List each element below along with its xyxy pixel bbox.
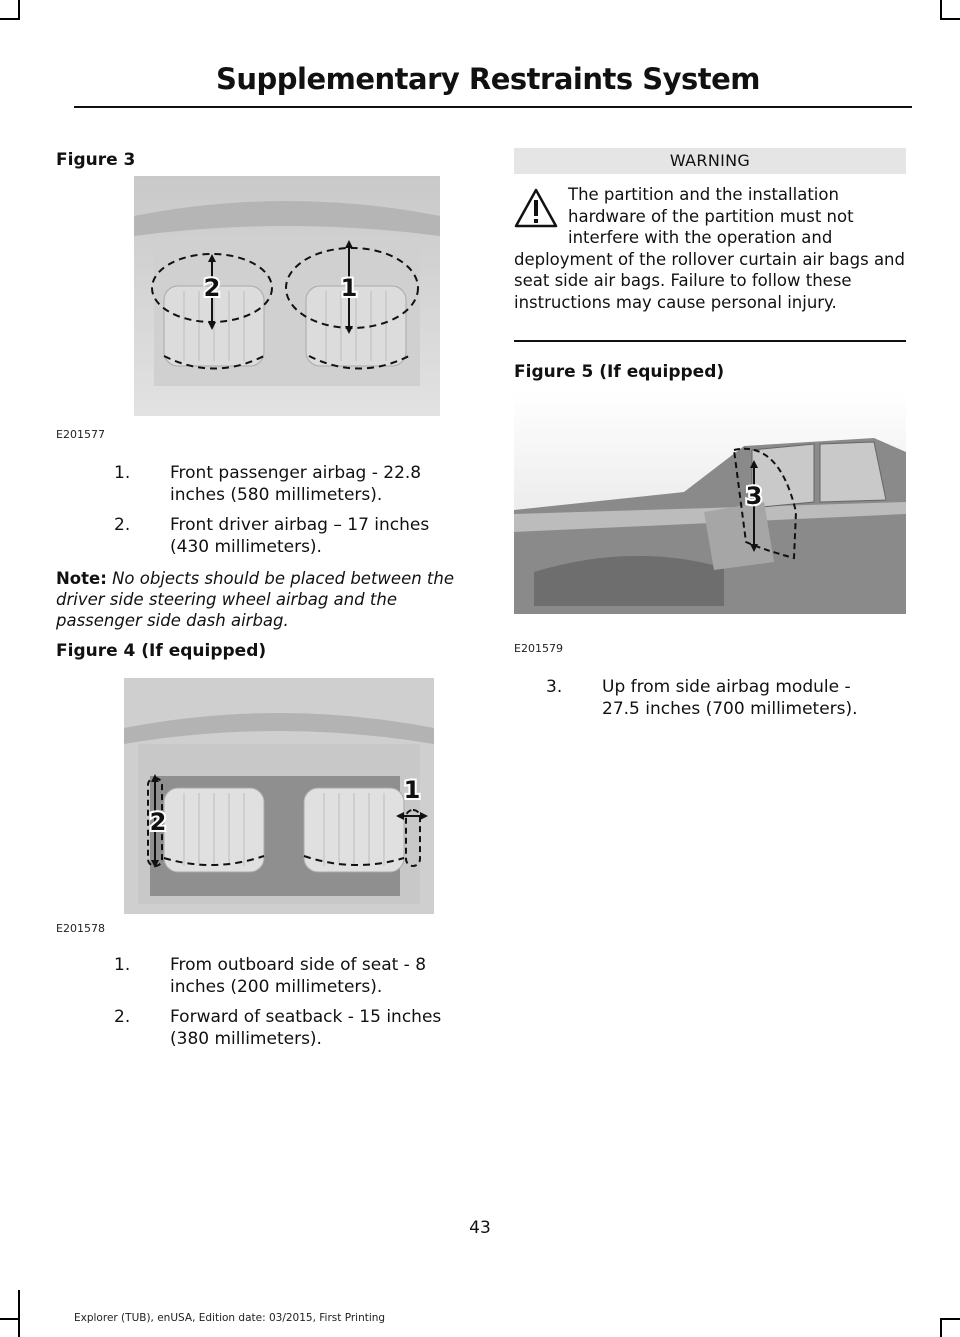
list-item-text-line1: Front driver airbag – 17 inches [170,515,430,535]
figure-3-callout-2: 2 [203,274,221,302]
figure-3-title: Figure 3 [56,150,136,170]
list-item-number: 1. [114,463,131,483]
list-item-text-line2: (380 millimeters). [170,1029,322,1049]
list-item-number: 2. [114,1007,131,1027]
list-item [114,1006,474,1050]
warning-line2: hardware of the partition must not [568,206,854,226]
figure-4-title: Figure 4 (If equipped) [56,641,267,661]
warning-heading: WARNING [514,148,906,174]
crop-mark [18,1290,20,1337]
list-item-text-line2: inches (580 millimeters). [170,485,383,505]
figure-4-code: E201578 [56,922,105,935]
list-item-text-line1: From outboard side of seat - 8 [170,955,427,975]
list-item [114,514,474,558]
figure-4-illustration [124,678,434,914]
crop-mark [0,1318,20,1320]
header-rule [74,106,912,108]
footer-text: Explorer (TUB), enUSA, Edition date: 03/2015, First Printing [74,1312,386,1324]
warning-rule [514,340,906,342]
figure-5-illustration [514,392,906,614]
figure-4-callout-1: 1 [403,776,421,804]
crop-mark [940,1320,942,1337]
list-item-text-line1: Front passenger airbag - 22.8 [170,463,422,483]
note-label: Note: [56,569,107,588]
list-item [114,462,474,506]
warning-line3: interfere with the operation and [568,228,833,247]
list-item-text-line1: Up from side airbag module - [602,677,851,697]
list-item-text-line1: Forward of seatback - 15 inches [170,1007,442,1027]
list-item-text-line2: 27.5 inches (700 millimeters). [602,699,858,719]
note [56,568,476,631]
warning-rest: deployment of the rollover curtain air bags and seat side air bags. Failure to follow these instructions may cause personal injury. [514,249,905,312]
crop-mark [18,0,20,20]
crop-mark [940,18,960,20]
figure-5-callout-3: 3 [745,482,763,510]
crop-mark [940,0,942,20]
note-text: No objects should be placed between the driver side steering wheel airbag and the passenger side dash airbag. [56,569,455,630]
figure-4-callout-2: 2 [149,808,167,836]
figure-3-code: E201577 [56,428,105,441]
page-title: Supplementary Restraints System [215,62,760,96]
list-item-number: 3. [546,677,563,697]
page-number: 43 [469,1218,491,1238]
list-item [114,954,474,998]
figure-3-illustration [134,176,440,416]
figure-3-callout-1: 1 [340,274,358,302]
list-item [546,676,906,720]
warning-line1: The partition and the installation [568,185,839,204]
list-item-number: 1. [114,955,131,975]
list-item-text-line2: inches (200 millimeters). [170,977,383,997]
figure-5-code: E201579 [514,642,563,655]
figure-5-title: Figure 5 (If equipped) [514,362,725,382]
crop-mark [940,1318,960,1320]
list-item-text-line2: (430 millimeters). [170,537,322,557]
crop-mark [0,18,20,20]
list-item-number: 2. [114,515,131,535]
warning-text [514,184,906,313]
